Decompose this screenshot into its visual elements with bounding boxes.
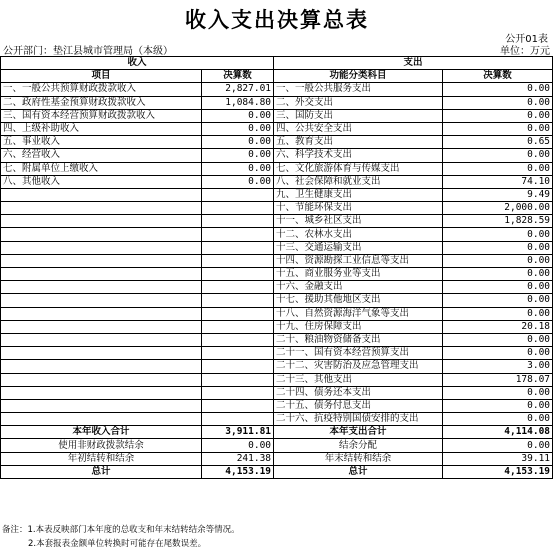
income-amount: [202, 241, 274, 254]
expense-item: 八、社会保障和就业支出: [274, 175, 443, 188]
expense-item: 二十五、债务付息支出: [274, 399, 443, 412]
expense-amount: 0.65: [443, 136, 553, 149]
expense-amount: 0.00: [443, 439, 553, 452]
expense-amount: 2,000.00: [443, 202, 553, 215]
expense-amount: 0.00: [443, 333, 553, 346]
income-amount: [202, 307, 274, 320]
income-item: 本年收入合计: [1, 426, 202, 439]
expense-item: 年末结转和结余: [274, 452, 443, 465]
table-row: [1, 149, 553, 162]
table-row: [1, 136, 553, 149]
expense-item: 四、公共安全支出: [274, 122, 443, 135]
income-amount: [202, 347, 274, 360]
expense-item: 九、卫生健康支出: [274, 188, 443, 201]
header-income: 收入: [1, 57, 274, 70]
table-row: [1, 360, 553, 373]
page-title: 收入支出决算总表: [185, 7, 369, 32]
income-item: 五、事业收入: [1, 136, 202, 149]
income-amount: [202, 215, 274, 228]
expense-item: 十一、城乡社区支出: [274, 215, 443, 228]
income-amount: [202, 188, 274, 201]
table-row: [1, 465, 553, 478]
expense-item: 一、一般公共服务支出: [274, 83, 443, 96]
income-item: 四、上级补助收入: [1, 122, 202, 135]
expense-amount: 0.00: [443, 254, 553, 267]
income-item: [1, 215, 202, 228]
table-row: [1, 241, 553, 254]
note-1: 备注：1.本表反映部门本年度的总收支和年末结转结余等情况。: [2, 525, 240, 535]
income-amount: 0.00: [202, 439, 274, 452]
income-item: [1, 386, 202, 399]
income-item: 三、国有资本经营预算财政拨款收入: [1, 109, 202, 122]
income-amount: 0.00: [202, 149, 274, 162]
income-item: [1, 281, 202, 294]
income-item: 使用非财政拨款结余: [1, 439, 202, 452]
income-item: 一、一般公共预算财政拨款收入: [1, 83, 202, 96]
income-item: [1, 228, 202, 241]
income-amount: 0.00: [202, 175, 274, 188]
income-amount: 4,153.19: [202, 465, 274, 478]
expense-amount: 178.07: [443, 373, 553, 386]
expense-item: 二十六、抗疫特别国债安排的支出: [274, 413, 443, 426]
income-item: 总计: [1, 465, 202, 478]
table-row: [1, 215, 553, 228]
income-item: 二、政府性基金预算财政拨款收入: [1, 96, 202, 109]
income-amount: [202, 254, 274, 267]
income-amount: 3,911.81: [202, 426, 274, 439]
income-amount: [202, 320, 274, 333]
income-amount: 0.00: [202, 162, 274, 175]
notes: [2, 523, 240, 551]
table-row: [1, 202, 553, 215]
table-row: [1, 320, 553, 333]
table-row: [1, 294, 553, 307]
table-row: [1, 268, 553, 281]
table-header-group: [1, 57, 553, 70]
table-row: [1, 162, 553, 175]
table-row: [1, 175, 553, 188]
income-item: [1, 202, 202, 215]
income-item: [1, 360, 202, 373]
table-row: [1, 281, 553, 294]
header-amount: 决算数: [202, 70, 274, 83]
income-amount: 0.00: [202, 136, 274, 149]
expense-item: 十五、商业服务业等支出: [274, 268, 443, 281]
income-item: [1, 373, 202, 386]
table-row: [1, 254, 553, 267]
expense-amount: 0.00: [443, 386, 553, 399]
income-amount: 241.38: [202, 452, 274, 465]
expense-amount: 9.49: [443, 188, 553, 201]
expense-item: 本年支出合计: [274, 426, 443, 439]
table-row: [1, 109, 553, 122]
table-header-columns: [1, 70, 553, 83]
income-item: 年初结转和结余: [1, 452, 202, 465]
expense-amount: 0.00: [443, 122, 553, 135]
income-item: [1, 320, 202, 333]
table-row: [1, 373, 553, 386]
income-amount: [202, 268, 274, 281]
department-label: 公开部门：垫江县城市管理局（本级）: [3, 46, 173, 57]
income-amount: [202, 294, 274, 307]
form-number: 公开01表: [505, 34, 548, 45]
expense-item: 二十二、灾害防治及应急管理支出: [274, 360, 443, 373]
table-row: [1, 122, 553, 135]
expense-item: 二、外交支出: [274, 96, 443, 109]
expense-amount: 0.00: [443, 96, 553, 109]
table-row: [1, 413, 553, 426]
expense-amount: 4,114.08: [443, 426, 553, 439]
expense-item: 七、文化旅游体育与传媒支出: [274, 162, 443, 175]
expense-amount: 20.18: [443, 320, 553, 333]
expense-amount: 0.00: [443, 228, 553, 241]
income-item: [1, 399, 202, 412]
expense-item: 十六、金融支出: [274, 281, 443, 294]
expense-item: 六、科学技术支出: [274, 149, 443, 162]
expense-item: 十三、交通运输支出: [274, 241, 443, 254]
expense-amount: 1,828.59: [443, 215, 553, 228]
table-row: [1, 188, 553, 201]
table-row: [1, 452, 553, 465]
unit-label: 单位：万元: [500, 46, 550, 57]
header-amount2: 决算数: [443, 70, 553, 83]
header-item: 项目: [1, 70, 202, 83]
expense-amount: 0.00: [443, 268, 553, 281]
table-row: [1, 347, 553, 360]
income-amount: 0.00: [202, 122, 274, 135]
income-item: [1, 241, 202, 254]
income-amount: [202, 413, 274, 426]
income-amount: 1,084.80: [202, 96, 274, 109]
expense-amount: 0.00: [443, 399, 553, 412]
expense-item: 二十四、债务还本支出: [274, 386, 443, 399]
expense-item: 二十、粮油物资储备支出: [274, 333, 443, 346]
expense-amount: 0.00: [443, 413, 553, 426]
expense-item: 二十一、国有资本经营预算支出: [274, 347, 443, 360]
income-item: [1, 307, 202, 320]
expense-amount: 0.00: [443, 149, 553, 162]
expense-amount: 0.00: [443, 294, 553, 307]
expense-item: 十八、自然资源海洋气象等支出: [274, 307, 443, 320]
expense-amount: 0.00: [443, 162, 553, 175]
expense-item: 结余分配: [274, 439, 443, 452]
table-row: [1, 83, 553, 96]
note-2: 2.本套报表金额单位转换时可能存在尾数误差。: [28, 539, 207, 549]
header-expense: 支出: [274, 57, 553, 70]
expense-amount: 3.00: [443, 360, 553, 373]
expense-item: 十四、资源勘探工业信息等支出: [274, 254, 443, 267]
income-amount: 0.00: [202, 109, 274, 122]
expense-item: 十、节能环保支出: [274, 202, 443, 215]
expense-amount: 0.00: [443, 347, 553, 360]
expense-amount: 0.00: [443, 241, 553, 254]
income-amount: 2,827.01: [202, 83, 274, 96]
expense-item: 十七、援助其他地区支出: [274, 294, 443, 307]
income-item: [1, 188, 202, 201]
income-amount: [202, 399, 274, 412]
header-function-item: 功能分类科目: [274, 70, 443, 83]
expense-item: 十二、农林水支出: [274, 228, 443, 241]
table-row: [1, 333, 553, 346]
expense-amount: 39.11: [443, 452, 553, 465]
income-item: [1, 333, 202, 346]
table-row: [1, 439, 553, 452]
income-amount: [202, 333, 274, 346]
income-amount: [202, 373, 274, 386]
expense-item: 二十三、其他支出: [274, 373, 443, 386]
income-item: 六、经营收入: [1, 149, 202, 162]
income-amount: [202, 281, 274, 294]
table-row: [1, 426, 553, 439]
income-amount: [202, 360, 274, 373]
income-item: [1, 294, 202, 307]
income-item: 八、其他收入: [1, 175, 202, 188]
expense-amount: 0.00: [443, 109, 553, 122]
expense-amount: 0.00: [443, 83, 553, 96]
expense-amount: 4,153.19: [443, 465, 553, 478]
income-amount: [202, 228, 274, 241]
expense-item: 总计: [274, 465, 443, 478]
budget-table: [0, 56, 553, 479]
table-row: [1, 307, 553, 320]
expense-item: 十九、住房保障支出: [274, 320, 443, 333]
expense-amount: 0.00: [443, 307, 553, 320]
table-row: [1, 399, 553, 412]
table-row: [1, 96, 553, 109]
income-amount: [202, 386, 274, 399]
table-row: [1, 228, 553, 241]
income-item: [1, 413, 202, 426]
income-item: 七、附属单位上缴收入: [1, 162, 202, 175]
income-amount: [202, 202, 274, 215]
income-item: [1, 268, 202, 281]
expense-item: 三、国防支出: [274, 109, 443, 122]
expense-item: 五、教育支出: [274, 136, 443, 149]
expense-amount: 0.00: [443, 281, 553, 294]
table-row: [1, 386, 553, 399]
meta-line: [0, 42, 552, 55]
income-item: [1, 347, 202, 360]
income-item: [1, 254, 202, 267]
expense-amount: 74.10: [443, 175, 553, 188]
